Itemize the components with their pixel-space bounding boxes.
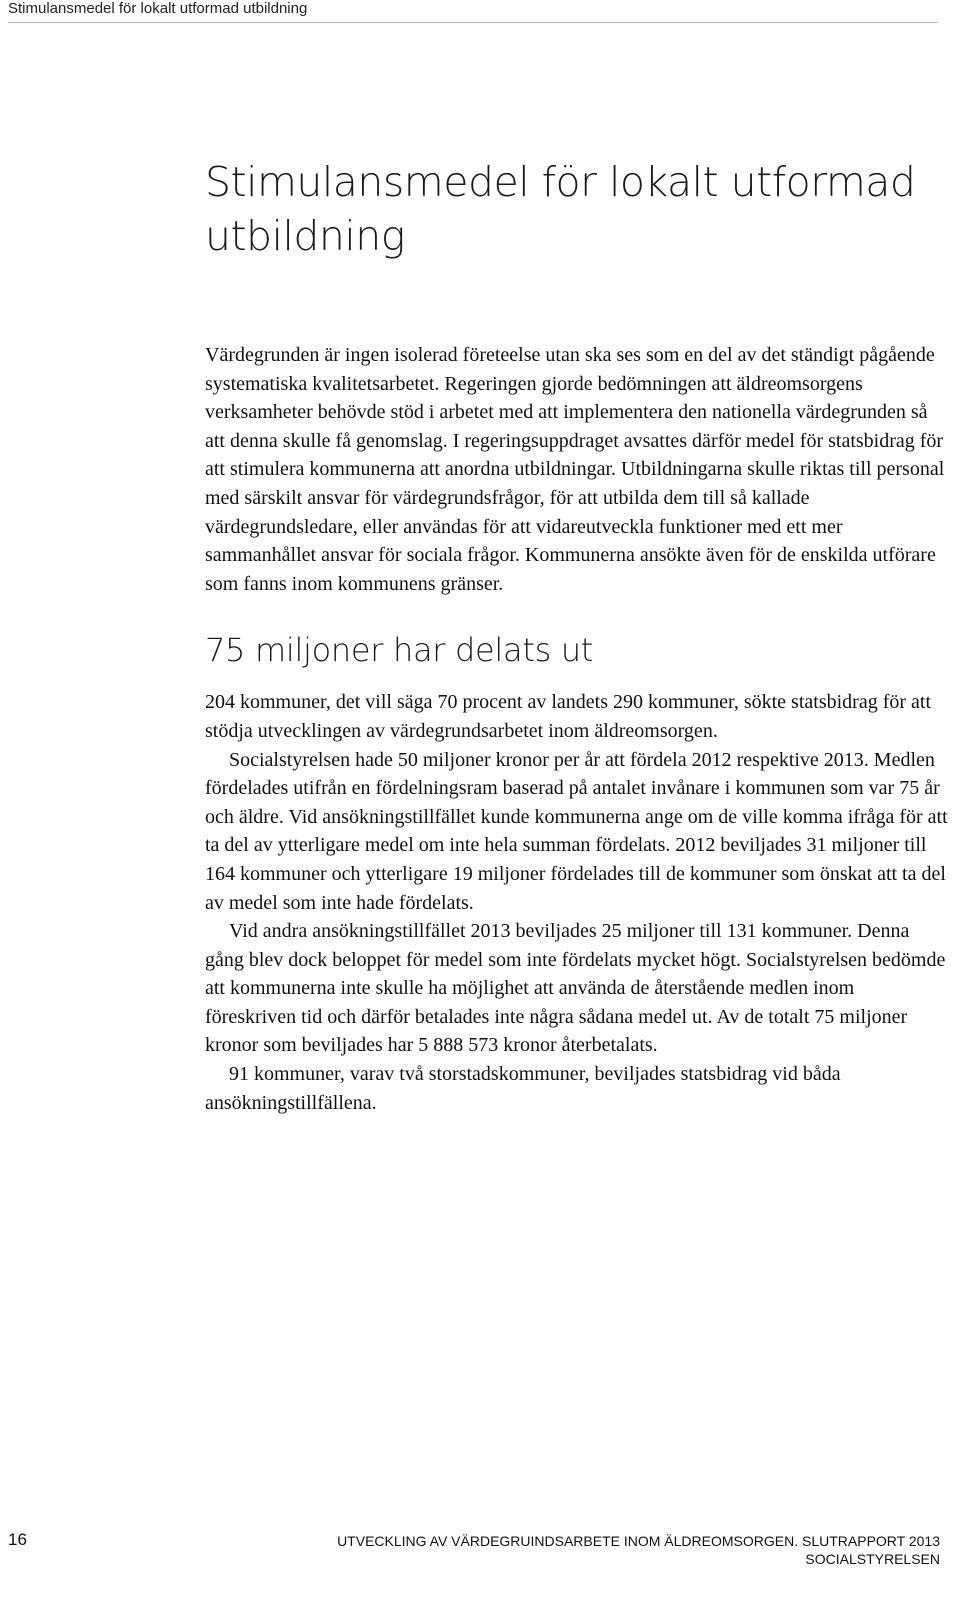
footer-publisher: SOCIALSTYRELSEN (805, 1551, 940, 1567)
body-paragraph: 91 kommuner, varav två storstadskommuner, beviljades statsbidrag vid båda ansökningstillfällena. (205, 1063, 841, 1114)
page-title-line-2: utbildning (205, 212, 405, 260)
body-paragraph: 204 kommuner, det vill säga 70 procent av landets 290 kommuner, sökte statsbidrag för att stödja utvecklingen av värdegrundsarbetet inom äldreomsorgen. (205, 691, 932, 742)
footer-report-name: UTVECKLING AV VÄRDEGRUINDSARBETE INOM ÄLDREOMSORGEN. SLUTRAPPORT 2013 (337, 1533, 940, 1549)
page-footer (0, 1530, 960, 1597)
page-title-line-1: Stimulansmedel för lokalt utformad (205, 158, 916, 206)
footer-report-title (337, 1532, 940, 1568)
intro-paragraph: Värdegrunden är ingen isolerad företeelse utan ska ses som en del av det ständigt pågående systematiska kvalitetsarbetet. Regeringen gjorde bedömningen att äldreomsorgens verksamheter behövde stöd i arbetet med att implementera den nationella värdegrunden så att denna skulle få genomslag. I regeringsuppdraget avsattes därför medel för statsbidrag för att stimulera kommunerna att anordna utbildningar. Utbildningarna skulle riktas till personal med särskilt ansvar för värdegrundsfrågor, för att utbilda dem till så kallade värdegrundsledare, eller användas för att vidareutveckla funktioner med ett mer sammanhållet ansvar för sociala frågor. Kommunerna ansökte även för de enskilda utförare som fanns inom kommunens gränser. (205, 344, 945, 595)
section-heading: 75 miljoner har delats ut (205, 631, 594, 670)
body-paragraph: Vid andra ansökningstillfället 2013 beviljades 25 miljoner till 131 kommuner. Denna gång blev dock beloppet för medel som inte fördelats mycket högt. Socialstyrelsen bedömde att kommunerna inte skulle ha möjlighet att använda de återstående medlen inom föreskriven tid och därför betalades inte några sådana medel ut. Av de totalt 75 miljoner kronor som beviljades har 5 888 573 kronor återbetalats. (205, 920, 946, 1057)
page-title (205, 155, 950, 263)
running-header-title: Stimulansmedel för lokalt utformad utbildning (8, 0, 308, 17)
running-header (8, 0, 938, 23)
page-number: 16 (8, 1530, 27, 1549)
main-content (205, 155, 950, 1117)
body-paragraph: Socialstyrelsen hade 50 miljoner kronor per år att fördela 2012 respektive 2013. Medlen fördelades utifrån en fördelningsram baserad på antalet invånare i kommunen som var 75 år och äldre. Vid ansökningstillfället kunde kommunerna ange om de ville komma ifråga för att ta del av ytterligare medel om inte hela summan fördelats. 2012 beviljades 31 miljoner till 164 kommuner och ytterligare 19 miljoner fördelades till de kommuner som önskat att ta del av medel som inte hade fördelats. (205, 748, 948, 914)
